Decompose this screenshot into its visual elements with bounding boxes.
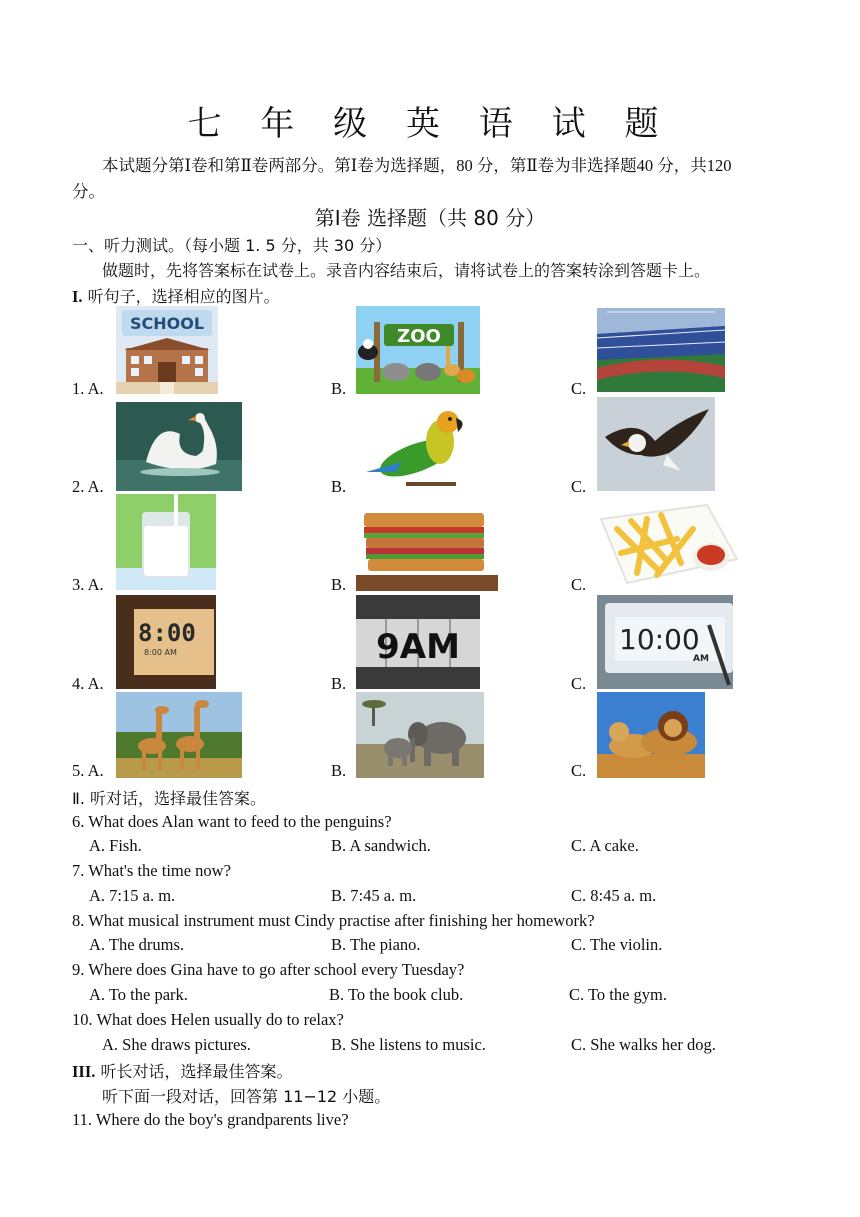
svg-text:ZOO: ZOO	[397, 326, 441, 347]
fries-image[interactable]	[597, 499, 743, 591]
q7-option-b[interactable]: B. 7:45 a. m.	[331, 886, 417, 905]
part1-instruction: 做题时，先将答案标在试卷上。录音内容结束后，请将试卷上的答案转涂到答题卡上。	[102, 261, 711, 280]
svg-text:AM: AM	[693, 654, 709, 664]
section1-title: 第Ⅰ卷 选择题（共 80 分）	[314, 206, 546, 230]
q9-option-c[interactable]: C. To the gym.	[569, 985, 668, 1004]
q6-option-b[interactable]: B. A sandwich.	[331, 836, 431, 855]
q8-option-a[interactable]: A. The drums.	[89, 935, 185, 954]
q10-option-c[interactable]: C. She walks her dog.	[571, 1035, 716, 1054]
q5-label-b: B.	[331, 761, 347, 780]
svg-text:8:00 AM: 8:00 AM	[144, 648, 177, 657]
giraffes-image[interactable]	[116, 692, 242, 778]
section-I-heading	[72, 284, 280, 307]
stadium-image[interactable]	[597, 308, 725, 392]
q1-label-c: C.	[571, 379, 587, 398]
question-10: 10. What does Helen usually do to relax?	[72, 1010, 344, 1029]
q9-option-b[interactable]: B. To the book club.	[329, 985, 464, 1004]
question-9: 9. Where does Gina have to go after school every Tuesday?	[72, 960, 465, 979]
page-title: 七 年 级 英 语 试 题	[187, 104, 673, 144]
q1-label-a: 1. A.	[72, 379, 104, 398]
q7-option-a[interactable]: A. 7:15 a. m.	[89, 886, 176, 905]
q2-label-c: C.	[571, 477, 587, 496]
section-III-instruction: 听下面一段对话，回答第 11−12 小题。	[102, 1087, 391, 1106]
milk-image[interactable]	[116, 494, 216, 590]
q2-label-a: 2. A.	[72, 477, 104, 496]
parrot-image[interactable]	[356, 402, 490, 491]
q5-label-a: 5. A.	[72, 761, 104, 780]
q8-option-b[interactable]: B. The piano.	[331, 935, 421, 954]
q4-label-c: C.	[571, 674, 587, 693]
svg-text:8:00: 8:00	[138, 619, 196, 647]
question-6: 6. What does Alan want to feed to the penguins?	[72, 812, 392, 831]
eagle-image[interactable]	[597, 397, 715, 491]
q5-label-c: C.	[571, 761, 587, 780]
section-I-number: I.	[72, 287, 83, 306]
clock-10am-image[interactable]	[597, 595, 733, 689]
intro-text-line1: 本试题分第Ⅰ卷和第Ⅱ卷两部分。第Ⅰ卷为选择题，80 分，第Ⅱ卷为非选择题40 分，共120	[102, 156, 732, 175]
school-image[interactable]	[116, 306, 218, 394]
swan-image[interactable]	[116, 402, 242, 491]
part1-heading: 一、听力测试。（每小题 1. 5 分，共 30 分）	[72, 236, 392, 255]
intro-text-line2: 分。	[72, 182, 105, 201]
q9-option-a[interactable]: A. To the park.	[89, 985, 188, 1004]
svg-text:9AM: 9AM	[376, 627, 460, 667]
zoo-image[interactable]	[356, 306, 480, 394]
svg-text:SCHOOL: SCHOOL	[129, 314, 205, 333]
q4-label-a: 4. A.	[72, 674, 104, 693]
svg-text:10:00: 10:00	[619, 623, 700, 656]
q10-option-a[interactable]: A. She draws pictures.	[102, 1035, 251, 1054]
question-11: 11. Where do the boy's grandparents live?	[72, 1110, 349, 1129]
q2-label-b: B.	[331, 477, 347, 496]
9am-image[interactable]	[356, 595, 480, 689]
section-III-number: III.	[72, 1062, 96, 1081]
q10-option-b[interactable]: B. She listens to music.	[331, 1035, 486, 1054]
q6-option-a[interactable]: A. Fish.	[89, 836, 142, 855]
sandwich-image[interactable]	[356, 505, 498, 591]
q8-option-c[interactable]: C. The violin.	[571, 935, 663, 954]
question-8: 8. What musical instrument must Cindy practise after finishing her homework?	[72, 911, 595, 930]
q3-label-c: C.	[571, 575, 587, 594]
q4-label-b: B.	[331, 674, 347, 693]
clock-8am-image[interactable]	[116, 595, 216, 689]
section-III-text: 听长对话，选择最佳答案。	[95, 1062, 293, 1081]
q3-label-b: B.	[331, 575, 347, 594]
section-I-text: 听句子，选择相应的图片。	[82, 287, 280, 306]
section-III-heading	[72, 1059, 292, 1082]
q6-option-c[interactable]: C. A cake.	[571, 836, 639, 855]
question-7: 7. What's the time now?	[72, 861, 231, 880]
elephants-image[interactable]	[356, 692, 484, 778]
q3-label-a: 3. A.	[72, 575, 104, 594]
q7-option-c[interactable]: C. 8:45 a. m.	[571, 886, 657, 905]
section-II-heading: Ⅱ. 听对话，选择最佳答案。	[72, 789, 267, 808]
q1-label-b: B.	[331, 379, 347, 398]
lions-image[interactable]	[597, 692, 705, 778]
